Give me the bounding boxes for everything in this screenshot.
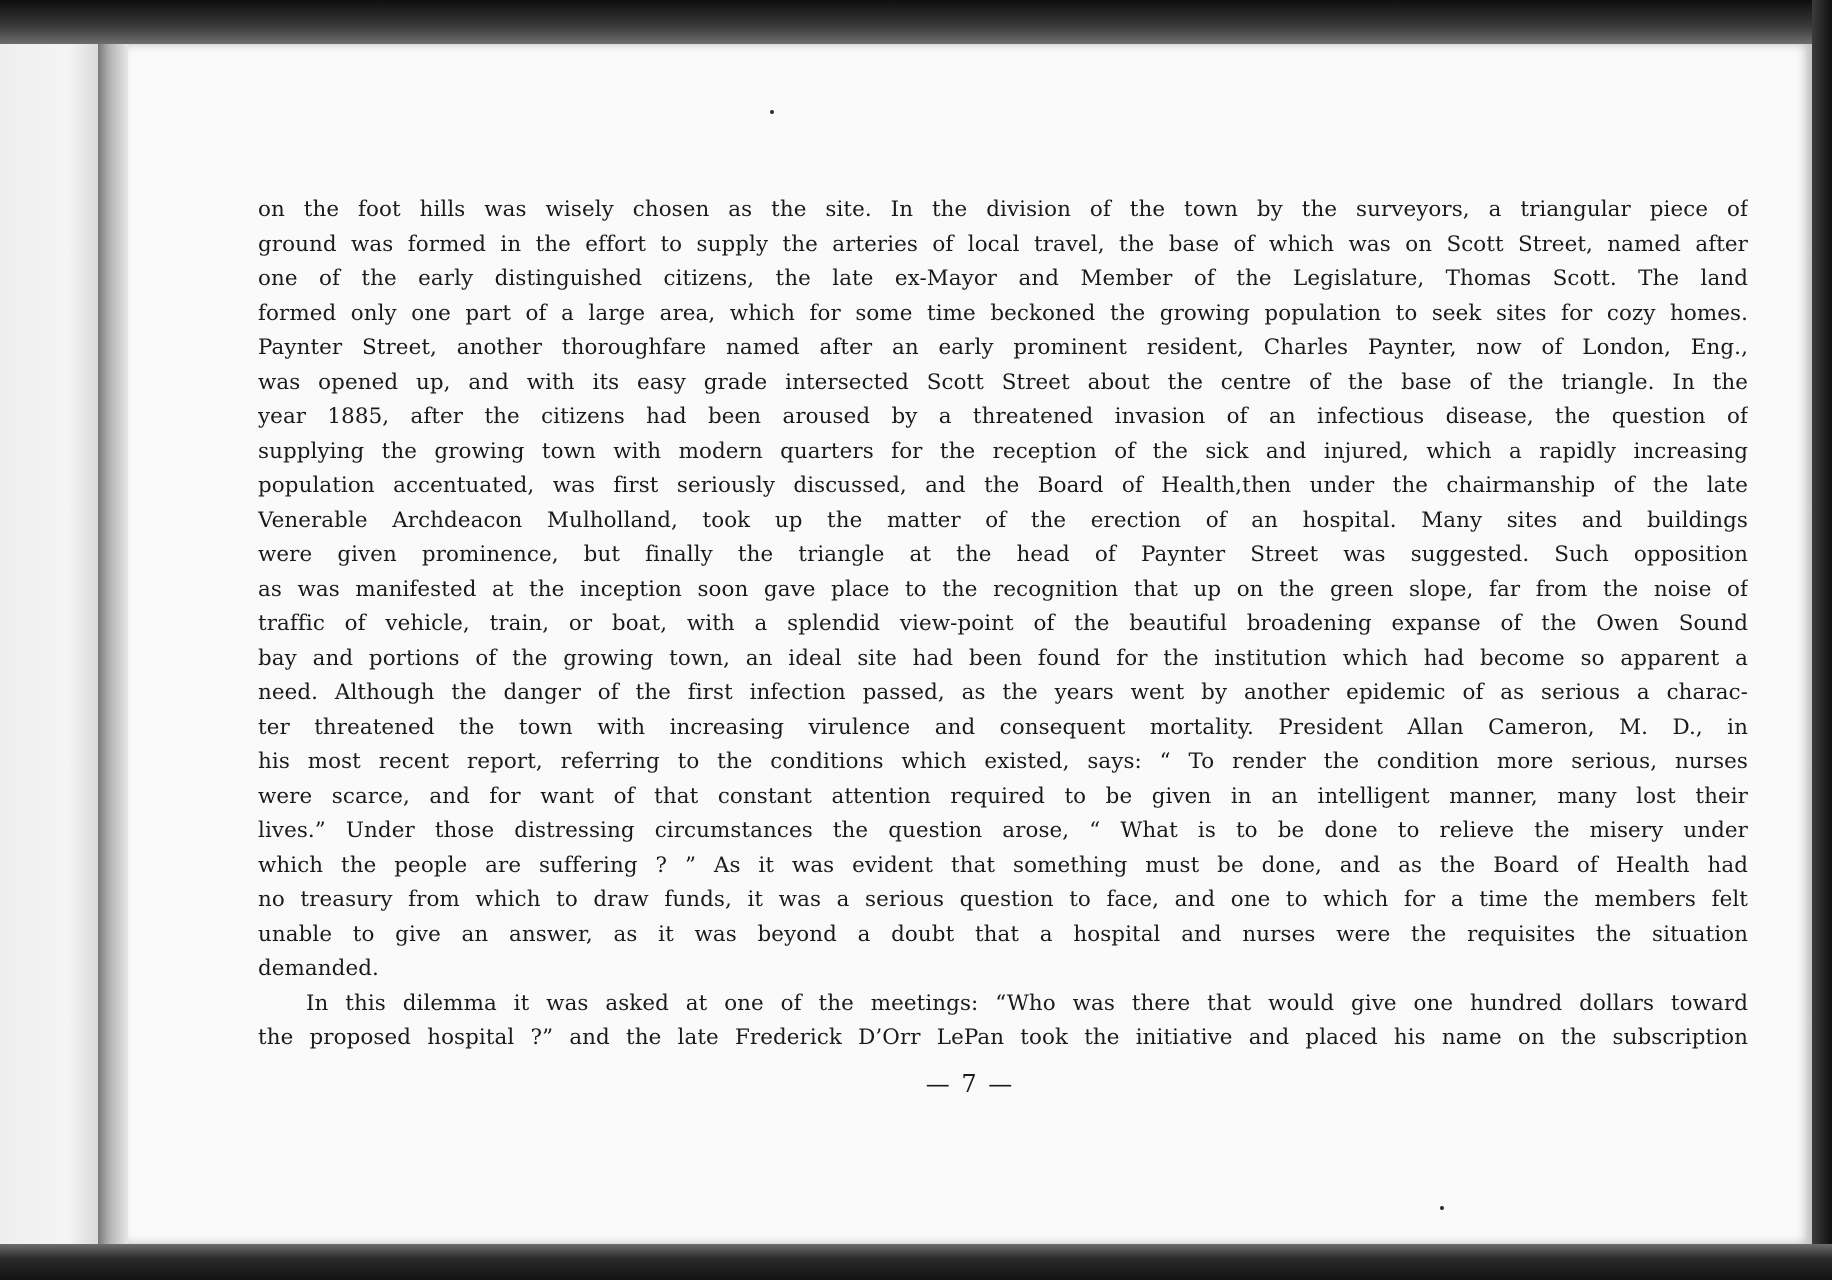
text-line: ter threatened the town with increasing virulence and consequent mortality. President Allan Cameron, M. D., in bbox=[258, 714, 1748, 740]
facing-page-edge bbox=[0, 44, 98, 1244]
text-line: as was manifested at the inception soon gave place to the recognition that up on the green slope, far from the noise of bbox=[258, 576, 1748, 602]
document-page bbox=[128, 44, 1812, 1244]
text-line: ground was formed in the effort to supply the arteries of local travel, the base of which was on Scott Street, named after bbox=[258, 231, 1748, 257]
text-line: Venerable Archdeacon Mulholland, took up the matter of the erection of an hospital. Many sites and buildings bbox=[258, 507, 1748, 533]
text-line: were given prominence, but finally the triangle at the head of Paynter Street was suggested. Such opposition bbox=[258, 542, 1748, 567]
text-line: his most recent report, referring to the conditions which existed, says: “ To render the condition more serious, nurses bbox=[258, 749, 1748, 774]
text-line: the proposed hospital ?” and the late Frederick D’Orr LePan took the initiative and placed his name on the subscription bbox=[258, 1025, 1748, 1050]
text-line: bay and portions of the growing town, an ideal site had been found for the institution which had become so apparent a bbox=[258, 645, 1748, 671]
text-line: year 1885, after the citizens had been aroused by a threatened invasion of an infectious disease, the question of bbox=[258, 404, 1748, 429]
page-number: — 7 — bbox=[925, 1070, 1015, 1098]
text-line: formed only one part of a large area, which for some time beckoned the growing population to seek sites for cozy homes. bbox=[258, 300, 1748, 326]
body-text bbox=[258, 193, 1748, 1056]
text-line: on the foot hills was wisely chosen as the site. In the division of the town by the surveyors, a triangular piece of bbox=[258, 197, 1748, 222]
text-line: demanded. bbox=[258, 956, 379, 981]
text-line: lives.” Under those distressing circumstances the question arose, “ What is to be done to relieve the misery under bbox=[258, 818, 1748, 843]
text-line: need. Although the danger of the first infection passed, as the years went by another epidemic of as serious a charac- bbox=[258, 680, 1748, 705]
text-line: unable to give an answer, as it was beyond a doubt that a hospital and nurses were the requisites the situation bbox=[258, 921, 1748, 947]
text-line: was opened up, and with its easy grade intersected Scott Street about the centre of the base of the triangle. In the bbox=[258, 369, 1748, 395]
scan-right-edge bbox=[1812, 0, 1832, 1280]
scan-top-edge bbox=[0, 0, 1832, 44]
scan-bottom-edge bbox=[0, 1244, 1832, 1280]
text-line: supplying the growing town with modern quarters for the reception of the sick and injured, which a rapidly increasing bbox=[258, 438, 1748, 464]
text-line: no treasury from which to draw funds, it was a serious question to face, and one to which for a time the members felt bbox=[258, 887, 1748, 912]
ink-speck bbox=[1440, 1206, 1444, 1210]
text-line: were scarce, and for want of that constant attention required to be given in an intelligent manner, many lost their bbox=[258, 783, 1748, 809]
ink-speck bbox=[770, 110, 774, 114]
text-line: population accentuated, was first seriously discussed, and the Board of Health,then under the chairmanship of the late bbox=[258, 473, 1748, 498]
text-line: one of the early distinguished citizens, the late ex-Mayor and Member of the Legislature, Thomas Scott. The land bbox=[258, 266, 1748, 291]
text-line: which the people are suffering ? ” As it was evident that something must be done, and as the Board of Health had bbox=[258, 852, 1748, 878]
book-gutter bbox=[98, 44, 128, 1244]
text-line: Paynter Street, another thoroughfare named after an early prominent resident, Charles Paynter, now of London, Eng., bbox=[258, 335, 1748, 360]
text-line: In this dilemma it was asked at one of the meetings: “Who was there that would give one hundred dollars toward bbox=[306, 990, 1748, 1016]
text-line: traffic of vehicle, train, or boat, with a splendid view-point of the beautiful broadening expanse of the Owen Sound bbox=[258, 611, 1748, 636]
